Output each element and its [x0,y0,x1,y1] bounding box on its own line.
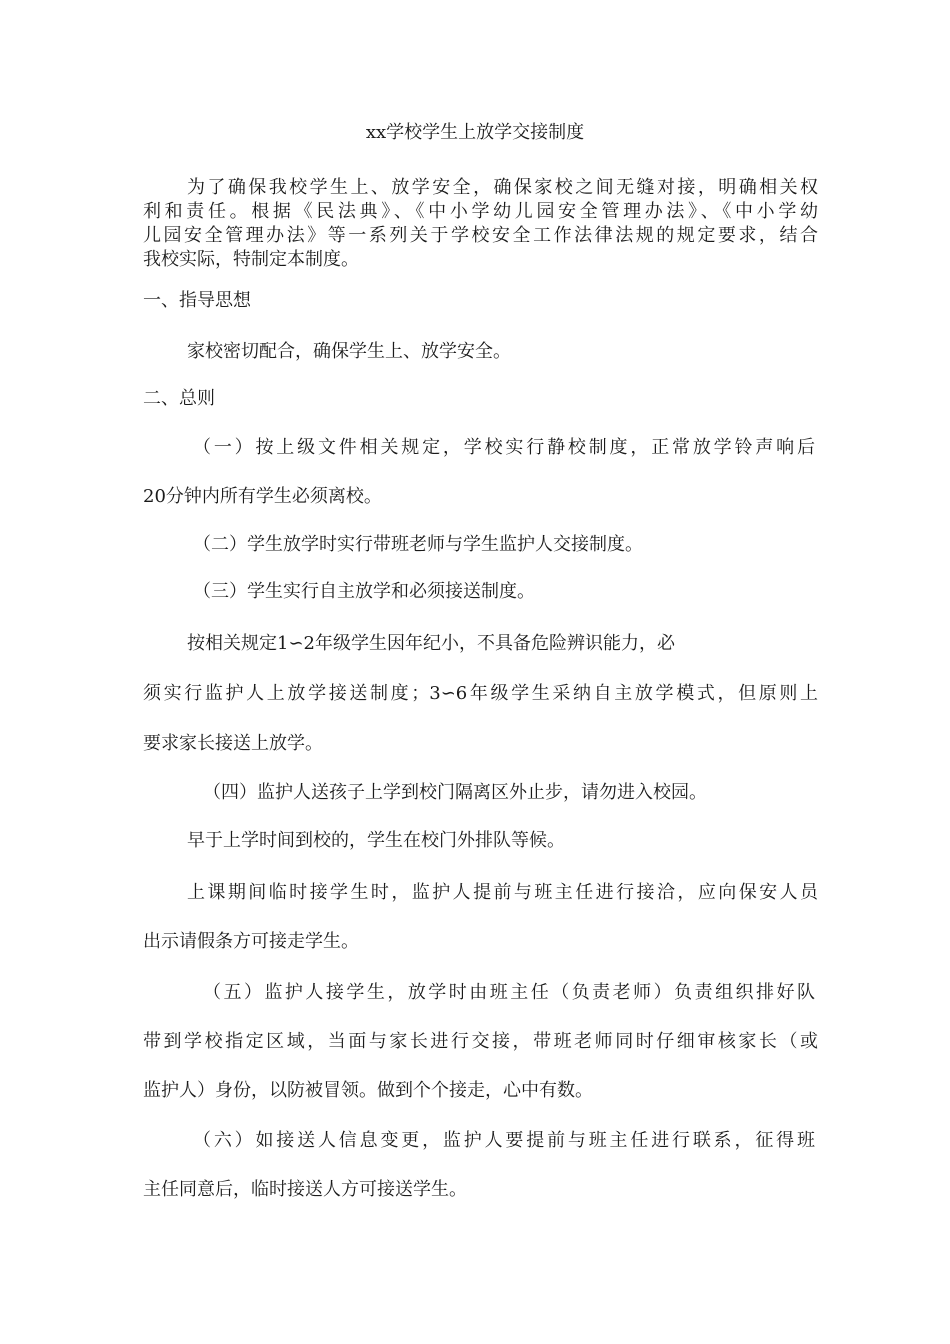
intro-line: 利和责任。根据《民法典》、《中小学幼儿园安全管理办法》、《中小学幼 [143,201,818,222]
section-heading: 二、总则 [143,388,215,409]
document-title: xx学校学生上放学交接制度 [365,122,585,143]
intro-line: 为了确保我校学生上、放学安全，确保家校之间无缝对接，明确相关权 [187,177,818,198]
paragraph-line: （五）监护人接学生，放学时由班主任（负责老师）负责组织排好队 [203,982,815,1003]
paragraph-line: 须实行监护人上放学接送制度；3∽6年级学生采纳自主放学模式，但原则上 [143,683,818,704]
intro-line: 儿园安全管理办法》等一系列关于学校安全工作法律法规的规定要求，结合 [143,225,818,246]
paragraph-line: （一）按上级文件相关规定，学校实行静校制度，正常放学铃声响后 [193,437,815,458]
paragraph: （三）学生实行自主放学和必须接送制度。 [193,581,535,602]
paragraph-line: 20分钟内所有学生必须离校。 [143,486,382,507]
paragraph: （二）学生放学时实行带班老师与学生监护人交接制度。 [193,534,643,555]
paragraph-line: 带到学校指定区域，当面与家长进行交接，带班老师同时仔细审核家长（或 [143,1031,818,1052]
paragraph-line: 上课期间临时接学生时，监护人提前与班主任进行接洽，应向保安人员 [187,882,818,903]
paragraph-line: 监护人）身份，以防被冒领。做到个个接走，心中有数。 [143,1080,593,1101]
paragraph-line: 按相关规定1∽2年级学生因年纪小，不具备危险辨识能力，必 [187,633,675,654]
paragraph: （四）监护人送孩子上学到校门隔离区外止步，请勿进入校园。 [203,782,707,803]
paragraph-line: 主任同意后，临时接送人方可接送学生。 [143,1179,467,1200]
paragraph-line: 出示请假条方可接走学生。 [143,931,359,952]
intro-line: 我校实际，特制定本制度。 [143,249,359,270]
paragraph-line: 要求家长接送上放学。 [143,733,323,754]
paragraph: 家校密切配合，确保学生上、放学安全。 [187,341,511,362]
paragraph: 早于上学时间到校的，学生在校门外排队等候。 [187,830,565,851]
section-heading: 一、指导思想 [143,290,251,311]
paragraph-line: （六）如接送人信息变更，监护人要提前与班主任进行联系，征得班 [193,1130,815,1151]
